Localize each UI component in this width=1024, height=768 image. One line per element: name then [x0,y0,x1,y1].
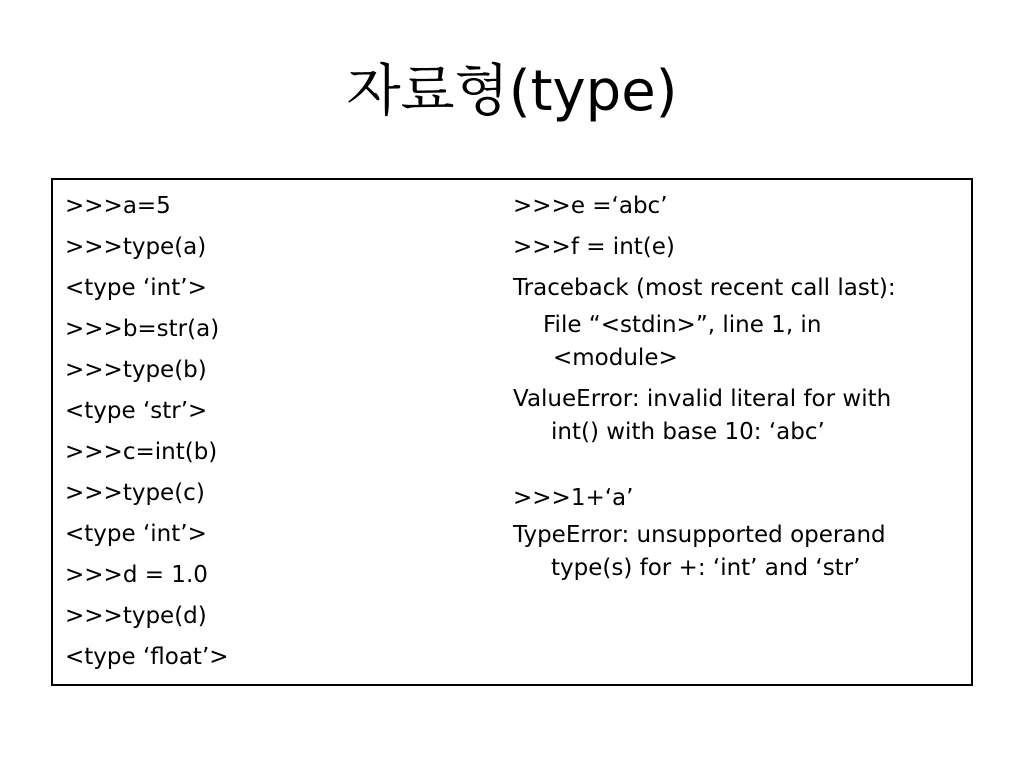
code-line: >>>b=str(a) [65,316,220,342]
code-line: <type ‘float’> [65,644,229,670]
code-box [51,178,973,686]
code-line: >>>type(d) [65,603,207,629]
code-line: >>>type(a) [65,234,207,260]
code-line: >>>f = int(e) [513,234,675,260]
value-error-continuation: int() with base 10: ‘abc’ [551,419,825,445]
value-error-text: ValueError: invalid literal for with [513,386,892,412]
slide-title: 자료형(type) [346,59,678,124]
right-column [513,186,963,593]
code-line: >>>type(c) [65,480,205,506]
traceback-file-line [513,309,963,375]
traceback-line: Traceback (most recent call last): [513,275,896,301]
code-line: >>>1+‘a’ [513,485,634,511]
code-line: <type ‘int’> [65,275,207,301]
code-line: >>>type(b) [65,357,207,383]
left-column [65,186,485,678]
code-line: >>>c=int(b) [65,439,218,465]
code-line: >>>d = 1.0 [65,562,208,588]
type-error-text: TypeError: unsupported operand [513,522,886,548]
code-line: >>>e =‘abc’ [513,193,668,219]
code-line: <type ‘str’> [65,398,208,424]
code-line: <type ‘int’> [65,521,207,547]
file-line-continuation: <module> [553,345,678,371]
type-error-continuation: type(s) for +: ‘int’ and ‘str’ [551,555,861,581]
file-line-text: File “<stdin>”, line 1, in [543,312,822,338]
code-line: >>>a=5 [65,193,171,219]
value-error [513,383,963,449]
type-error [513,519,963,585]
